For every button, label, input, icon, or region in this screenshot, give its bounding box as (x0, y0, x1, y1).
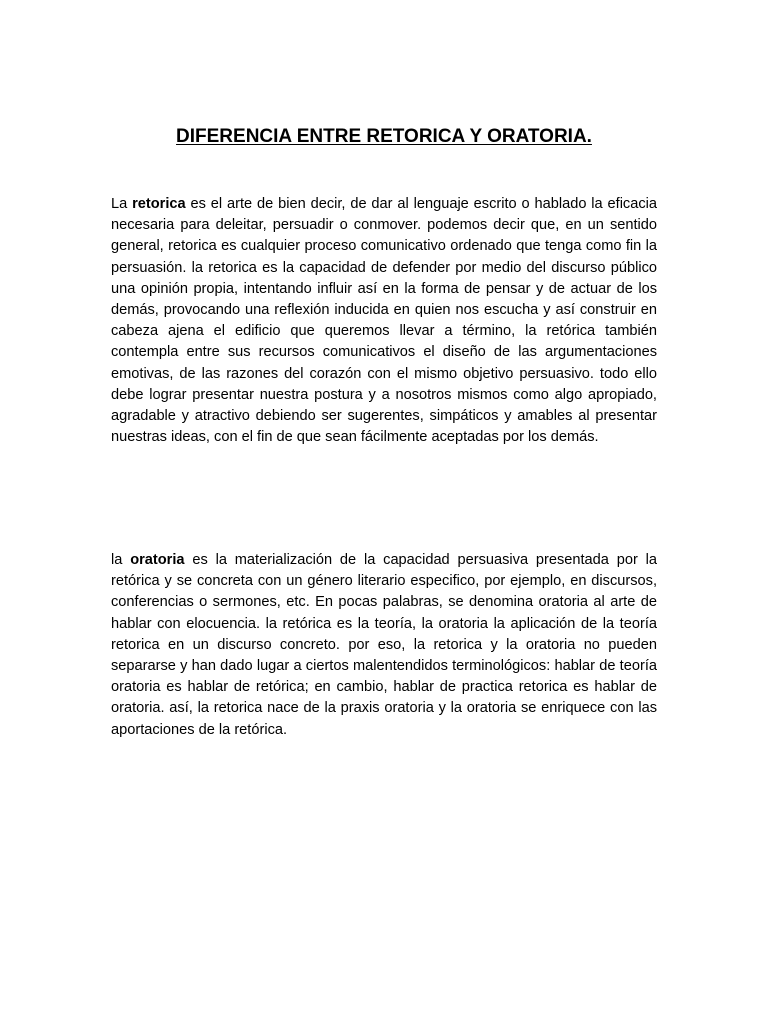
paragraph-oratoria-lead: la (111, 552, 123, 568)
document-title: DIFERENCIA ENTRE RETORICA Y ORATORIA. (176, 126, 592, 147)
paragraph-retorica-lead: La (111, 196, 128, 212)
keyword-oratoria: oratoria (130, 552, 185, 568)
paragraph-retorica (111, 194, 657, 448)
paragraph-retorica-text: es el arte de bien decir, de dar al lenguaje escrito o hablado la eficacia necesaria para deleitar, persuadir o conmover. podemos decir que, en un sentido general, retorica es cualquier proceso comunicativo ordenado que tenga como fin la persuasión. la retorica es la capacidad de defender por medio del discurso público una opinión propia, intentando influir así en la forma de pensar y de actuar de los demás, provocando una reflexión inducida en quien nos escucha y así construir en cabeza ajena el edificio que queremos llevar a término, la retórica también contempla entre sus recursos comunicativos el diseño de las argumentaciones emotivas, de las razones del corazón con el mismo objetivo persuasivo. todo ello debe lograr presentar nuestra postura y a nosotros mismos como algo apropiado, agradable y atractivo debiendo ser sugerentes, simpáticos y amables al presentar nuestras ideas, con el fin de que sean fácilmente aceptadas por los demás. (111, 196, 658, 446)
paragraph-oratoria (111, 550, 657, 741)
paragraph-oratoria-text: es la materialización de la capacidad persuasiva presentada por la retórica y se concreta con un género literario especifico, por ejemplo, en discursos, conferencias o sermones, etc. En pocas palabras, se denomina oratoria al arte de hablar con elocuencia. la retórica es la teoría, la oratoria la aplicación de la teoría retorica en un discurso concreto. por eso, la retorica y la oratoria no pueden separarse y han dado lugar a ciertos malentendidos terminológicos: hablar de teoría oratoria es hablar de retórica; en cambio, hablar de practica retorica es hablar de oratoria. así, la retorica nace de la praxis oratoria y la oratoria se enriquece con las aportaciones de la retórica. (111, 552, 657, 738)
keyword-retorica: retorica (132, 196, 186, 212)
